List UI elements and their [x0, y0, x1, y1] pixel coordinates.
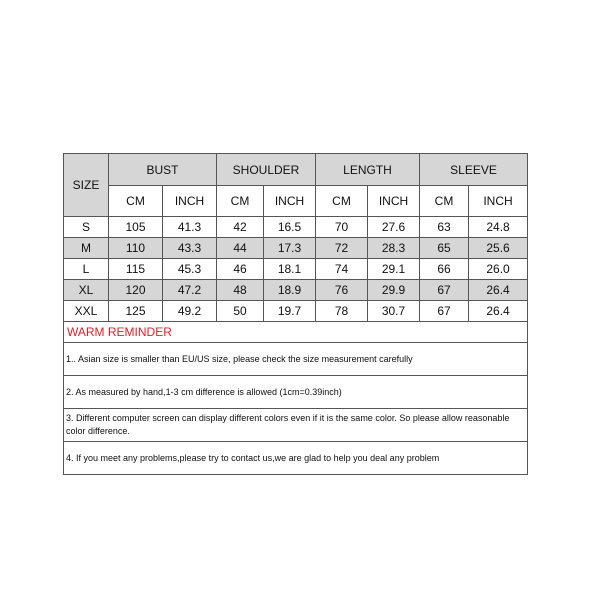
measurement-cell: 49.2	[163, 301, 217, 322]
unit-header-inch: INCH	[163, 186, 217, 217]
unit-header-cm: CM	[217, 186, 264, 217]
measurement-cell: 29.1	[368, 259, 420, 280]
measurement-cell: 26.4	[469, 301, 528, 322]
unit-header-inch: INCH	[264, 186, 316, 217]
measurement-cell: 70	[316, 217, 368, 238]
measurement-cell: 26.4	[469, 280, 528, 301]
column-group-length: LENGTH	[316, 154, 420, 186]
measurement-cell: 67	[420, 301, 469, 322]
size-header: SIZE	[64, 154, 109, 217]
unit-header-cm: CM	[316, 186, 368, 217]
measurement-cell: 63	[420, 217, 469, 238]
column-group-bust: BUST	[109, 154, 217, 186]
table-row	[64, 238, 528, 259]
size-cell: S	[64, 217, 109, 238]
size-cell: L	[64, 259, 109, 280]
measurement-cell: 42	[217, 217, 264, 238]
measurement-cell: 105	[109, 217, 163, 238]
measurement-cell: 66	[420, 259, 469, 280]
measurement-cell: 72	[316, 238, 368, 259]
measurement-cell: 125	[109, 301, 163, 322]
measurement-cell: 50	[217, 301, 264, 322]
table-row	[64, 259, 528, 280]
size-cell: XXL	[64, 301, 109, 322]
measurement-cell: 18.9	[264, 280, 316, 301]
measurement-cell: 43.3	[163, 238, 217, 259]
measurement-cell: 120	[109, 280, 163, 301]
measurement-cell: 45.3	[163, 259, 217, 280]
warm-reminder-section	[64, 322, 528, 475]
table-row	[64, 301, 528, 322]
unit-header-inch: INCH	[469, 186, 528, 217]
measurement-cell: 48	[217, 280, 264, 301]
column-group-sleeve: SLEEVE	[420, 154, 528, 186]
measurement-cell: 17.3	[264, 238, 316, 259]
measurement-cell: 115	[109, 259, 163, 280]
measurement-cell: 65	[420, 238, 469, 259]
size-cell: M	[64, 238, 109, 259]
measurement-cell: 28.3	[368, 238, 420, 259]
reminder-note: 1.. Asian size is smaller than EU/US size, please check the size measurement carefully	[64, 343, 528, 376]
measurement-cell: 24.8	[469, 217, 528, 238]
measurement-cell: 30.7	[368, 301, 420, 322]
column-group-shoulder: SHOULDER	[217, 154, 316, 186]
measurement-cell: 110	[109, 238, 163, 259]
size-chart-table	[63, 153, 528, 475]
measurement-cell: 26.0	[469, 259, 528, 280]
unit-header-inch: INCH	[368, 186, 420, 217]
size-cell: XL	[64, 280, 109, 301]
reminder-note: 3. Different computer screen can display different colors even if it is the same color. So please allow reasonable color difference.	[64, 409, 528, 442]
measurement-cell: 76	[316, 280, 368, 301]
measurement-cell: 29.9	[368, 280, 420, 301]
measurement-cell: 25.6	[469, 238, 528, 259]
measurement-cell: 41.3	[163, 217, 217, 238]
unit-header-cm: CM	[109, 186, 163, 217]
measurement-cell: 47.2	[163, 280, 217, 301]
reminder-note: 4. If you meet any problems,please try to contact us,we are glad to help you deal any problem	[64, 442, 528, 475]
table-row	[64, 280, 528, 301]
measurement-cell: 18.1	[264, 259, 316, 280]
warm-reminder-title: WARM REMINDER	[64, 322, 528, 343]
measurement-cell: 19.7	[264, 301, 316, 322]
measurement-cell: 46	[217, 259, 264, 280]
measurement-cell: 27.6	[368, 217, 420, 238]
measurement-cell: 74	[316, 259, 368, 280]
measurement-cell: 16.5	[264, 217, 316, 238]
measurement-cell: 44	[217, 238, 264, 259]
reminder-note: 2. As measured by hand,1-3 cm difference is allowed (1cm=0.39inch)	[64, 376, 528, 409]
table-row	[64, 217, 528, 238]
unit-header-cm: CM	[420, 186, 469, 217]
measurement-cell: 67	[420, 280, 469, 301]
measurement-cell: 78	[316, 301, 368, 322]
